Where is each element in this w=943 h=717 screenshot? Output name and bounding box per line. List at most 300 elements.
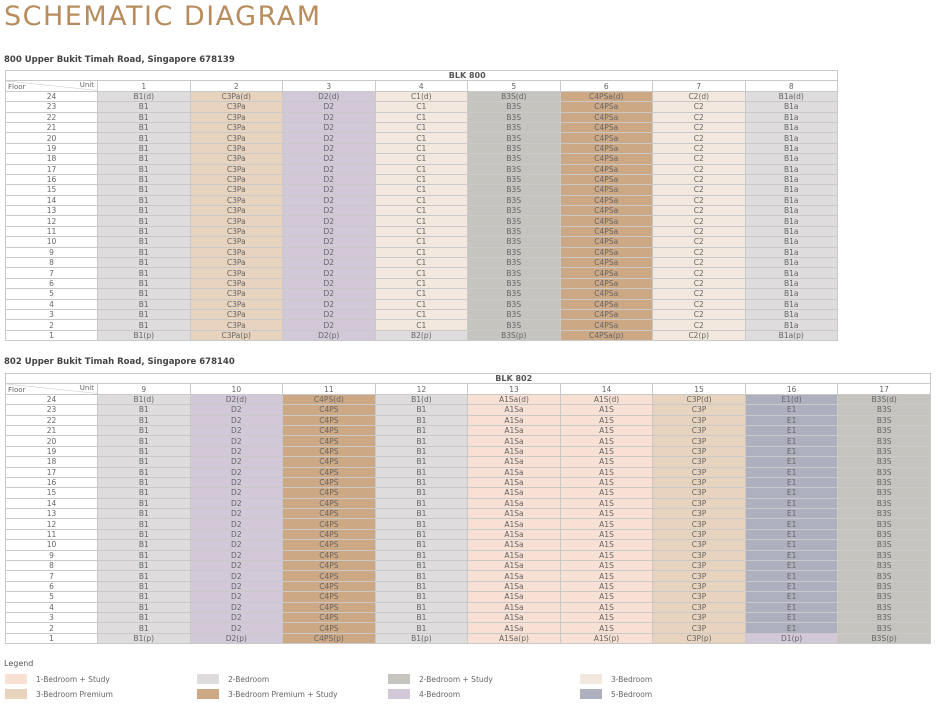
unit-type-cell: B3S [838,446,931,456]
floor-number: 3 [6,309,98,319]
unit-type-cell: C3Pa(p) [190,330,283,340]
unit-type-cell: B1 [375,540,468,550]
unit-type-cell: D2 [190,592,283,602]
unit-type-cell: A1S [560,519,653,529]
unit-type-cell: B1 [375,571,468,581]
unit-type-cell: C4PSa [560,102,653,112]
unit-type-cell: B1 [98,540,191,550]
unit-type-cell: A1Sa [468,540,561,550]
unit-number-header: 16 [745,384,838,394]
unit-type-cell: B1 [375,602,468,612]
unit-type-cell: C3P [653,436,746,446]
floor-number: 16 [6,477,98,487]
unit-type-cell: E1 [745,498,838,508]
unit-type-cell: C4PSa [560,195,653,205]
block-802-address: 802 Upper Bukit Timah Road, Singapore 678140 [4,357,235,367]
unit-type-cell: B1 [375,498,468,508]
unit-type-cell: E1 [745,581,838,591]
unit-type-cell: B3S [468,226,561,236]
unit-type-cell: C3Pa [190,122,283,132]
unit-type-cell: D2 [190,509,283,519]
unit-type-cell: D2 [283,309,376,319]
unit-type-cell: C1 [375,226,468,236]
unit-type-cell: D2 [283,174,376,184]
unit-type-cell: B1 [98,216,191,226]
unit-type-cell: C3Pa [190,195,283,205]
legend-swatch [5,689,27,699]
floor-number: 17 [6,164,98,174]
unit-type-cell: C2 [653,206,746,216]
unit-type-cell: B1a [745,206,838,216]
unit-type-cell: B3S [468,268,561,278]
unit-type-cell: D2(p) [190,633,283,643]
unit-type-cell: D2 [283,195,376,205]
floor-row [6,592,931,602]
unit-type-cell: C2 [653,143,746,153]
floor-row [6,529,931,539]
unit-type-cell: B1 [98,309,191,319]
unit-type-cell: C4PSa [560,258,653,268]
unit-type-cell: C4PS [283,425,376,435]
unit-type-cell: A1Sa [468,602,561,612]
unit-type-cell: A1S [560,571,653,581]
unit-type-cell: C3Pa [190,268,283,278]
unit-type-cell: C3P [653,561,746,571]
legend-swatch [388,674,410,684]
unit-type-cell: D2 [190,519,283,529]
unit-type-cell: D2 [283,299,376,309]
unit-type-cell: D2 [190,498,283,508]
unit-type-cell: E1 [745,509,838,519]
unit-type-cell: A1S(p) [560,633,653,643]
unit-type-cell: C3P [653,571,746,581]
unit-type-cell: B1a [745,320,838,330]
unit-type-cell: B1 [98,133,191,143]
unit-number-header: 4 [375,81,468,91]
unit-type-cell: E1 [745,477,838,487]
unit-type-cell: C3Pa(d) [190,91,283,101]
floor-row [6,467,931,477]
unit-type-cell: D2 [190,446,283,456]
unit-type-cell: B1 [98,602,191,612]
unit-type-cell: C4PSa [560,143,653,153]
block-name-row [6,71,838,81]
legend-swatch [388,689,410,699]
unit-type-cell: B1 [98,592,191,602]
unit-type-cell: B3S [468,122,561,132]
unit-type-cell: B1 [98,237,191,247]
unit-type-cell: D2 [190,529,283,539]
floor-number: 10 [6,540,98,550]
unit-type-cell: D2 [283,320,376,330]
unit-type-cell: B3S [838,550,931,560]
unit-type-cell: E1 [745,592,838,602]
unit-type-cell: B3S [468,309,561,319]
unit-type-cell: C3Pa [190,143,283,153]
unit-type-cell: B1a [745,154,838,164]
unit-type-cell: C3Pa [190,112,283,122]
unit-type-cell: B1 [98,509,191,519]
unit-type-cell: C3P [653,457,746,467]
legend-swatch [580,689,602,699]
unit-type-cell: D2 [190,581,283,591]
floor-row [6,519,931,529]
floor-row [6,226,838,236]
floor-number: 24 [6,91,98,101]
unit-type-cell: C3P [653,581,746,591]
unit-type-cell: B3S [838,425,931,435]
unit-type-cell: C4PSa [560,268,653,278]
unit-type-cell: C2 [653,237,746,247]
unit-type-cell: A1Sa [468,529,561,539]
legend-item [580,674,652,684]
unit-type-cell: C3Pa [190,258,283,268]
unit-type-cell: C3Pa [190,164,283,174]
unit-type-cell: C4PSa [560,247,653,257]
unit-type-cell: B1a(d) [745,91,838,101]
floor-number: 12 [6,216,98,226]
floor-row [6,540,931,550]
unit-type-cell: D2(d) [190,394,283,404]
unit-type-cell: C2 [653,195,746,205]
floor-row [6,571,931,581]
unit-type-cell: B1(d) [98,91,191,101]
unit-type-cell: B1 [98,164,191,174]
unit-type-cell: B1 [98,612,191,622]
unit-type-cell: B3S [468,258,561,268]
floor-row [6,330,838,340]
unit-type-cell: C4PSa [560,320,653,330]
unit-axis-label: Unit [79,384,94,393]
unit-type-cell: C3Pa [190,174,283,184]
unit-type-cell: C4PS [283,477,376,487]
unit-type-cell: B1 [98,446,191,456]
unit-type-cell: B1a [745,278,838,288]
floor-number: 22 [6,415,98,425]
unit-type-cell: B1 [375,509,468,519]
unit-type-cell: C2 [653,154,746,164]
unit-type-cell: C1 [375,216,468,226]
unit-number-header: 1 [98,81,191,91]
unit-type-cell: D2 [283,226,376,236]
unit-type-cell: B1 [98,477,191,487]
unit-type-cell: A1Sa [468,457,561,467]
unit-type-cell: A1Sa [468,581,561,591]
unit-type-cell: D2 [283,122,376,132]
unit-type-cell: C4PS [283,467,376,477]
unit-type-cell: C1 [375,122,468,132]
unit-type-cell: B1(p) [98,330,191,340]
unit-type-cell: C4PS [283,457,376,467]
unit-type-cell: B1a [745,143,838,153]
unit-type-cell: B1 [98,529,191,539]
unit-type-cell: C4PS(d) [283,394,376,404]
unit-type-cell: B1a [745,309,838,319]
unit-type-cell: C2 [653,226,746,236]
unit-type-cell: B1 [98,206,191,216]
floor-row [6,561,931,571]
floor-number: 19 [6,446,98,456]
floor-number: 17 [6,467,98,477]
floor-number: 15 [6,185,98,195]
unit-type-cell: B1a [745,133,838,143]
unit-type-cell: B3S [838,612,931,622]
unit-type-cell: C2 [653,247,746,257]
unit-type-cell: C3P [653,623,746,633]
unit-type-cell: B1a [745,289,838,299]
unit-type-cell: C4PSa [560,206,653,216]
unit-type-cell: B1 [98,561,191,571]
floor-number: 23 [6,405,98,415]
unit-type-cell: B3S [838,405,931,415]
unit-type-cell: A1Sa [468,467,561,477]
unit-type-cell: D2 [283,216,376,226]
unit-type-cell: B3S [838,477,931,487]
unit-type-cell: E1 [745,571,838,581]
unit-type-cell: B1 [98,581,191,591]
unit-type-cell: B1a [745,247,838,257]
block-name-row [6,374,931,384]
unit-type-cell: D2 [283,237,376,247]
unit-type-cell: B1 [375,519,468,529]
unit-type-cell: C3P [653,415,746,425]
unit-type-cell: C4PS [283,405,376,415]
floor-number: 6 [6,581,98,591]
unit-type-cell: C4PSa [560,154,653,164]
unit-number-header: 11 [283,384,376,394]
legend-label: 3-Bedroom [611,674,653,684]
unit-type-cell: C4PS [283,519,376,529]
unit-type-cell: C4PS [283,540,376,550]
unit-type-cell: B3S(p) [838,633,931,643]
floor-number: 9 [6,550,98,560]
unit-type-cell: C3Pa [190,185,283,195]
unit-type-cell: D2 [283,185,376,195]
unit-type-cell: B3S [838,529,931,539]
unit-type-cell: C4PSa [560,289,653,299]
unit-type-cell: A1Sa [468,436,561,446]
floor-number: 21 [6,425,98,435]
unit-type-cell: B3S [468,164,561,174]
floor-row [6,602,931,612]
unit-type-cell: C4PS [283,446,376,456]
unit-type-cell: C3P [653,498,746,508]
unit-type-cell: C1 [375,112,468,122]
unit-type-cell: A1S [560,467,653,477]
unit-type-cell: C4PS [283,602,376,612]
unit-type-cell: C3P [653,519,746,529]
unit-type-cell: B1a [745,164,838,174]
legend-swatch [197,689,219,699]
unit-type-cell: C1 [375,195,468,205]
unit-type-cell: A1S [560,488,653,498]
floor-row [6,446,931,456]
unit-type-cell: B1 [375,592,468,602]
floor-row [6,91,838,101]
legend-item [5,689,113,699]
unit-number-header: 14 [560,384,653,394]
floor-number: 9 [6,247,98,257]
unit-type-cell: C1 [375,185,468,195]
unit-type-cell: B3S [468,154,561,164]
floor-row [6,612,931,622]
unit-type-cell: C1 [375,154,468,164]
unit-type-cell: D2 [283,268,376,278]
unit-type-cell: D2 [283,247,376,257]
unit-type-cell: B1 [98,226,191,236]
floor-number: 4 [6,299,98,309]
floor-row [6,258,838,268]
unit-type-cell: A1Sa [468,477,561,487]
unit-number-header: 10 [190,384,283,394]
unit-type-cell: B1 [98,571,191,581]
unit-type-cell: C3P(p) [653,633,746,643]
unit-type-cell: C1 [375,299,468,309]
unit-type-cell: C3P [653,509,746,519]
unit-type-cell: A1S [560,415,653,425]
unit-type-cell: C3Pa [190,289,283,299]
unit-type-cell: D2 [283,143,376,153]
block-800-schedule-table [5,70,838,341]
unit-type-cell: B1a [745,237,838,247]
unit-type-cell: B1 [98,320,191,330]
unit-type-cell: C4PS [283,498,376,508]
legend-label: 2-Bedroom + Study [419,674,493,684]
unit-type-cell: C1 [375,258,468,268]
unit-type-cell: E1 [745,446,838,456]
unit-type-cell: E1 [745,602,838,612]
legend-label: 4-Bedroom [419,689,461,699]
unit-type-cell: C3P [653,405,746,415]
unit-type-cell: C3Pa [190,226,283,236]
unit-type-cell: C4PSa(d) [560,91,653,101]
floor-number: 8 [6,561,98,571]
floor-axis-label: Floor [8,385,26,394]
legend-label: 5-Bedroom [611,689,653,699]
unit-type-cell: A1S [560,612,653,622]
unit-type-cell: C4PSa(p) [560,330,653,340]
unit-type-cell: A1Sa [468,405,561,415]
floor-row [6,268,838,278]
unit-type-cell: B3S [838,540,931,550]
floor-number: 14 [6,498,98,508]
unit-type-cell: C4PS [283,509,376,519]
unit-type-cell: B3S [838,436,931,446]
unit-type-cell: B3S [838,571,931,581]
unit-type-cell: C4PS [283,561,376,571]
unit-type-cell: C4PSa [560,122,653,132]
legend-swatch [5,674,27,684]
unit-type-cell: C4PS [283,529,376,539]
floor-row [6,509,931,519]
floor-number: 21 [6,122,98,132]
unit-type-cell: B3S [838,623,931,633]
unit-type-cell: E1 [745,425,838,435]
unit-type-cell: C4PSa [560,112,653,122]
unit-type-cell: B3S [468,185,561,195]
unit-type-cell: A1S [560,550,653,560]
unit-type-cell: C2 [653,102,746,112]
unit-type-cell: B1 [98,415,191,425]
unit-type-cell: D2 [283,164,376,174]
unit-type-cell: C3Pa [190,216,283,226]
block-800-address: 800 Upper Bukit Timah Road, Singapore 678139 [4,55,235,65]
unit-type-cell: D1(p) [745,633,838,643]
unit-type-cell: A1Sa(p) [468,633,561,643]
unit-type-cell: B3S [838,592,931,602]
unit-type-cell: C4PSa [560,174,653,184]
floor-row [6,174,838,184]
unit-type-cell: C1 [375,174,468,184]
unit-type-cell: B3S [838,415,931,425]
unit-type-cell: A1S [560,623,653,633]
block-802-schedule-table [5,373,931,644]
unit-type-cell: B1 [98,425,191,435]
floor-number: 8 [6,258,98,268]
unit-type-cell: C2 [653,299,746,309]
unit-type-cell: B3S(d) [838,394,931,404]
unit-type-cell: A1S [560,561,653,571]
unit-number-header: 13 [468,384,561,394]
unit-type-cell: C2 [653,216,746,226]
unit-type-cell: C4PSa [560,299,653,309]
unit-type-cell: C1 [375,289,468,299]
floor-number: 12 [6,519,98,529]
unit-type-cell: C2 [653,320,746,330]
legend-item [5,674,110,684]
unit-type-cell: C4PS [283,488,376,498]
unit-type-cell: B1 [375,623,468,633]
unit-type-cell: C3Pa [190,237,283,247]
legend-item [388,689,460,699]
unit-type-cell: B1 [98,185,191,195]
floor-row [6,237,838,247]
floor-row [6,299,838,309]
legend-item [388,674,493,684]
unit-type-cell: C3P [653,529,746,539]
unit-type-cell: D2 [283,112,376,122]
unit-type-cell: B3S [468,143,561,153]
unit-type-cell: B1 [375,488,468,498]
unit-type-cell: B3S [468,289,561,299]
unit-number-header: 9 [98,384,191,394]
unit-type-cell: C4PSa [560,278,653,288]
floor-row [6,394,931,404]
unit-type-cell: B1a [745,185,838,195]
floor-number: 6 [6,278,98,288]
unit-type-cell: B1a [745,122,838,132]
floor-axis-label: Floor [8,82,26,91]
floor-row [6,309,838,319]
unit-type-cell: E1 [745,457,838,467]
unit-type-cell: B1a [745,268,838,278]
unit-type-cell: B3S [468,102,561,112]
unit-type-cell: C4PSa [560,133,653,143]
unit-type-cell: B1 [375,436,468,446]
unit-type-cell: D2 [190,571,283,581]
unit-type-cell: B3S [838,457,931,467]
unit-type-cell: C3P [653,477,746,487]
floor-row [6,206,838,216]
floor-row [6,633,931,643]
unit-number-header: 5 [468,81,561,91]
unit-type-cell: B1 [375,581,468,591]
unit-header-row [6,384,931,394]
unit-type-cell: C3Pa [190,133,283,143]
block-name: BLK 802 [98,374,931,384]
unit-type-cell: B3S [468,299,561,309]
unit-type-cell: B1(d) [375,394,468,404]
